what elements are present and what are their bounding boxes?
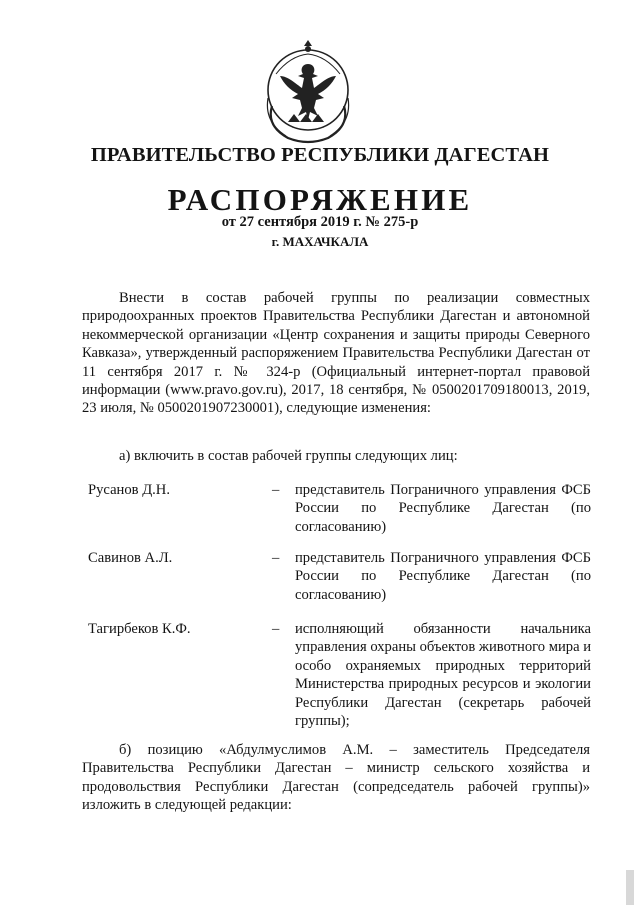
member-role: исполняющий обязанности начальника управления охраны объектов животного мира и особо охраняемых природных территорий Министерства природных ресурсов и экологии Республики Дагестан (секретарь рабочей группы); [295,621,592,730]
member-role: представитель Пограничного управления ФСБ России по Республике Дагестан (по согласованию) [295,550,591,603]
item-a-paragraph: а) включить в состав рабочей группы следующих лиц: [119,448,458,464]
member-dash: – [272,621,280,637]
document-city: г. МАХАЧКАЛА [271,234,369,249]
member-name: Русанов Д.Н. [88,482,170,498]
member-dash: – [272,482,280,498]
member-role: представитель Пограничного управления ФСБ России по Республике Дагестан (по согласованию) [295,482,591,535]
coat-of-arms-icon [258,40,358,148]
scan-edge-artifact [626,870,634,905]
document-type: РАСПОРЯЖЕНИЕ [167,182,473,217]
intro-paragraph: Внести в состав рабочей группы по реализации совместных природоохранных проектов Правительства Республики Дагестан и автономной некоммерческой организации «Центр сохранения и защиты природы Северного Кавказа», утвержденный распоряжением Правительства Республики Дагестан от 11 сентября 2017 г. № 324-р (Официальный интернет-портал правовой информации (www.pravo.gov.ru), 2017, 18 сентября, № 0500201709180013, 2019, 23 июля, № 0500201907230001), следующие изменения: [82,290,590,417]
member-dash: – [272,550,280,566]
document-date-number: от 27 сентября 2019 г. № 275-р [221,214,419,230]
government-title: ПРАВИТЕЛЬСТВО РЕСПУБЛИКИ ДАГЕСТАН [90,144,550,166]
item-b-paragraph: б) позицию «Абдулмуслимов А.М. – заместитель Председателя Правительства Республики Дагестан – министр сельского хозяйства и продовольствия Республики Дагестан (сопредседатель рабочей группы)» изложить в следующей редакции: [82,742,590,814]
member-name: Савинов А.Л. [88,550,173,566]
member-name: Тагирбеков К.Ф. [88,621,191,637]
